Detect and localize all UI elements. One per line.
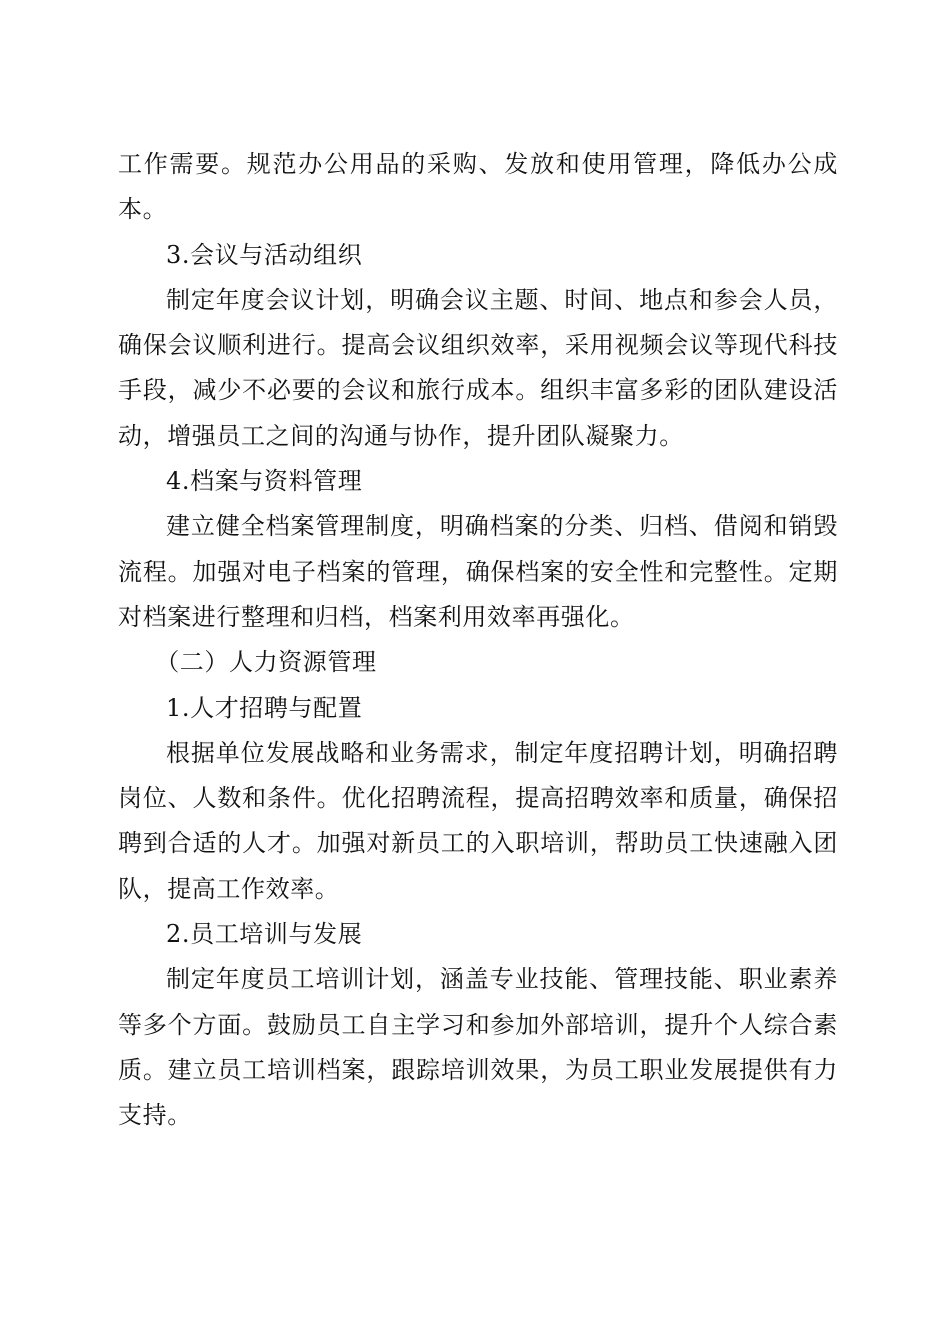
paragraph-archives: 建立健全档案管理制度，明确档案的分类、归档、借阅和销毁流程。加强对电子档案的管理，确保档案的安全性和完整性。定期对档案进行整理和归档，档案利用效率再强化。 xyxy=(118,512,838,631)
subheading-recruitment: 1.人才招聘与配置 xyxy=(166,693,363,722)
paragraph-recruitment: 根据单位发展战略和业务需求，制定年度招聘计划，明确招聘岗位、人数和条件。优化招聘流程，提高招聘效率和质量，确保招聘到合适的人才。加强对新员工的入职培训，帮助员工快速融入团队，提高工作效率。 xyxy=(118,738,838,903)
subheading-archives: 4.档案与资料管理 xyxy=(166,467,363,496)
paragraph-training: 制定年度员工培训计划，涵盖专业技能、管理技能、职业素养等多个方面。鼓励员工自主学习和参加外部培训，提升个人综合素质。建立员工培训档案，跟踪培训效果，为员工职业发展提供有力支持。 xyxy=(118,965,838,1130)
section-heading-hr: （二）人力资源管理 xyxy=(155,648,377,677)
document-body xyxy=(118,142,838,1139)
subheading-training: 2.员工培训与发展 xyxy=(166,920,363,949)
paragraph-meetings: 制定年度会议计划，明确会议主题、时间、地点和参会人员，确保会议顺利进行。提高会议组织效率，采用视频会议等现代科技手段，减少不必要的会议和旅行成本。组织丰富多彩的团队建设活动，增强员工之间的沟通与协作，提升团队凝聚力。 xyxy=(118,285,838,450)
paragraph-continued: 工作需要。规范办公用品的采购、发放和使用管理，降低办公成本。 xyxy=(118,150,838,224)
subheading-meetings: 3.会议与活动组织 xyxy=(166,240,363,269)
